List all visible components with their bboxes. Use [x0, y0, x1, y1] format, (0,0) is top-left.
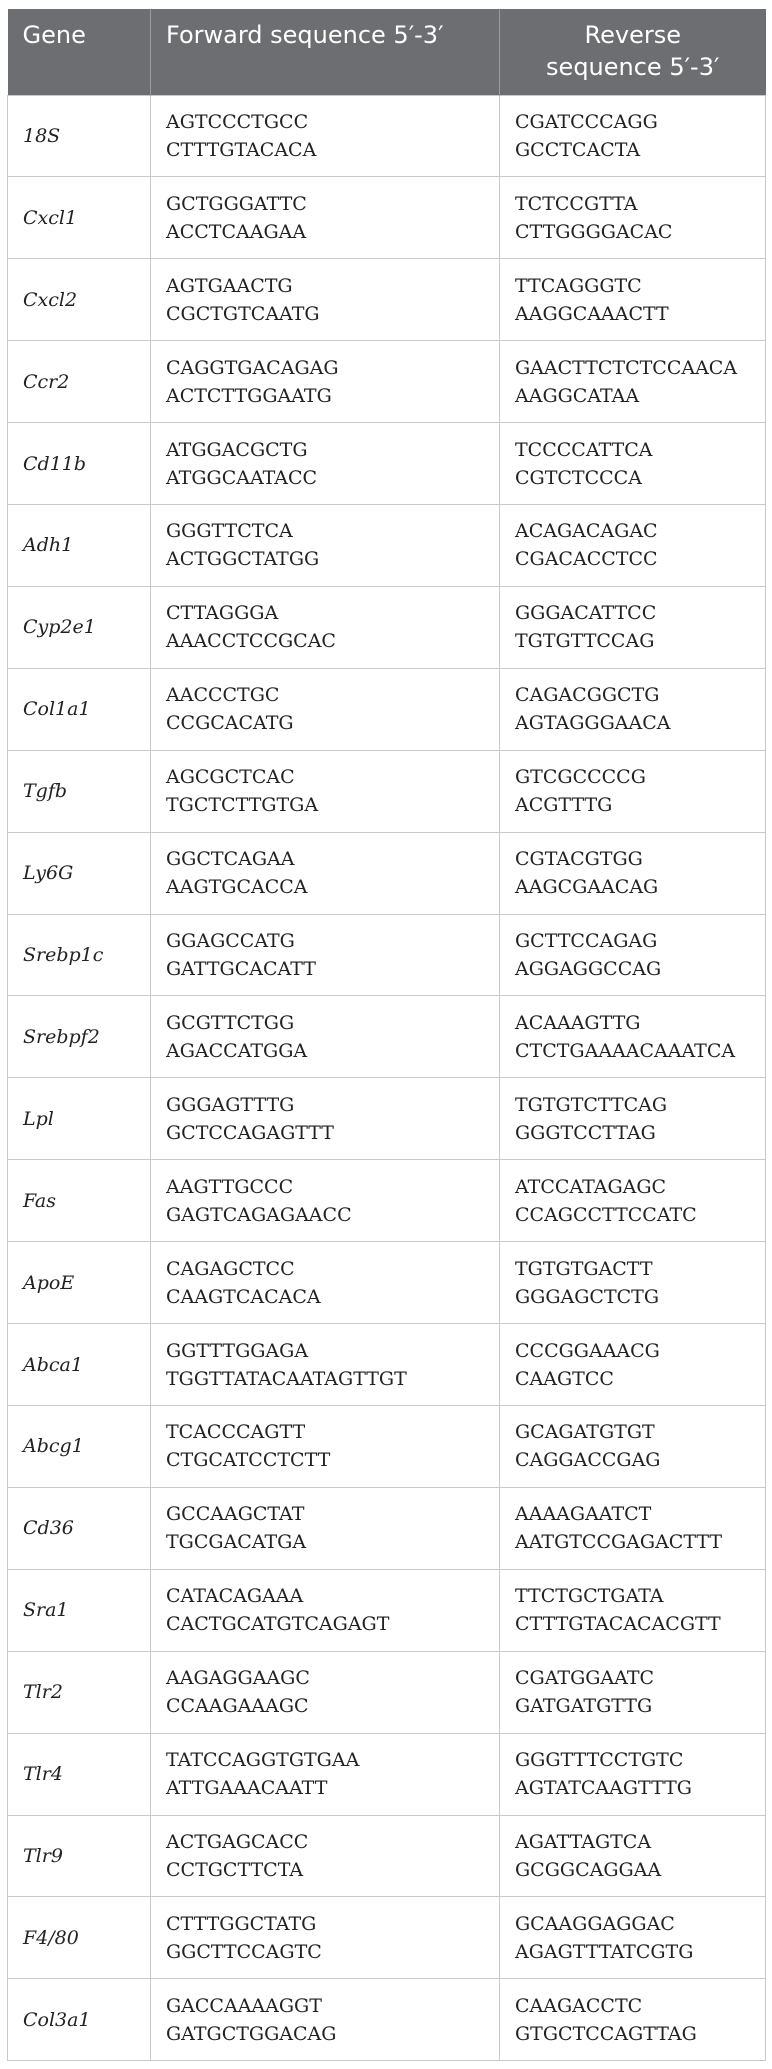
table-row — [8, 1160, 766, 1242]
table-row — [8, 914, 766, 996]
reverse-sequence-line: GGGACATTCC — [515, 602, 657, 625]
reverse-sequence-line: TGTGTCTTCAG — [515, 1093, 668, 1116]
forward-sequence-line: CCGCACATG — [166, 712, 294, 735]
forward-sequence-line: GCTGGGATTC — [166, 192, 307, 215]
reverse-sequence-line: GGGTTTCCTGTC — [515, 1749, 684, 1772]
table-row — [8, 177, 766, 259]
forward-sequence-line: AGACCATGGA — [166, 1039, 308, 1062]
forward-sequence-cell — [151, 1733, 500, 1815]
gene-cell: Cd11b — [8, 423, 151, 505]
gene-cell: F4/80 — [8, 1897, 151, 1979]
gene-cell: Col3a1 — [8, 1979, 151, 2061]
forward-sequence-line: CACTGCATGTCAGAGT — [166, 1613, 390, 1636]
forward-sequence-line: AGTCCCTGCC — [166, 110, 309, 133]
reverse-sequence-cell — [500, 750, 766, 832]
forward-sequence-cell — [151, 259, 500, 341]
forward-sequence-line: TGCTCTTGTGA — [166, 794, 319, 817]
forward-sequence-cell — [151, 95, 500, 177]
reverse-sequence-line: GGGAGCTCTG — [515, 1285, 660, 1308]
forward-sequence-line: GGCTCAGAA — [166, 848, 295, 871]
reverse-sequence-line: GAACTTCTCTCCAACA — [515, 356, 738, 379]
reverse-sequence-line: AAGGCAAACTT — [515, 302, 669, 325]
forward-sequence-cell — [151, 505, 500, 587]
table-row — [8, 1324, 766, 1406]
forward-sequence-line: CTTAGGGA — [166, 602, 279, 625]
table-row — [8, 586, 766, 668]
reverse-sequence-cell — [500, 1406, 766, 1488]
table-row — [8, 1897, 766, 1979]
reverse-sequence-line: AGGAGGCCAG — [515, 958, 662, 981]
forward-sequence-line: TGCGACATGA — [166, 1531, 307, 1554]
table-row — [8, 423, 766, 505]
reverse-sequence-cell — [500, 1815, 766, 1897]
gene-cell: Sra1 — [8, 1569, 151, 1651]
forward-sequence-cell — [151, 1569, 500, 1651]
gene-cell: 18S — [8, 95, 151, 177]
reverse-sequence-line: GTCGCCCCG — [515, 766, 646, 789]
header-reverse — [500, 9, 766, 95]
forward-sequence-line: AAGTTGCCC — [166, 1175, 294, 1198]
reverse-sequence-line: GGGTCCTTAG — [515, 1121, 656, 1144]
reverse-sequence-line: CAGACGGCTG — [515, 684, 660, 707]
forward-sequence-line: CTTTGGCTATG — [166, 1912, 317, 1935]
forward-sequence-cell — [151, 668, 500, 750]
forward-sequence-cell — [151, 1406, 500, 1488]
table-row — [8, 1733, 766, 1815]
table-row — [8, 1815, 766, 1897]
forward-sequence-line: GGGAGTTTG — [166, 1093, 295, 1116]
gene-cell: Cyp2e1 — [8, 586, 151, 668]
reverse-sequence-cell — [500, 668, 766, 750]
forward-sequence-line: GGAGCCATG — [166, 930, 295, 953]
reverse-sequence-cell — [500, 1569, 766, 1651]
forward-sequence-line: GCCAAGCTAT — [166, 1503, 305, 1526]
reverse-sequence-line: GATGATGTTG — [515, 1695, 653, 1718]
reverse-sequence-line: AGATTAGTCA — [515, 1830, 652, 1853]
reverse-sequence-line: AAGGCATAA — [515, 384, 640, 407]
reverse-sequence-line: CAAGACCTC — [515, 1994, 643, 2017]
table-row — [8, 1651, 766, 1733]
table-row — [8, 95, 766, 177]
forward-sequence-line: GACCAAAAGGT — [166, 1994, 322, 2017]
gene-cell: Srebp1c — [8, 914, 151, 996]
reverse-sequence-line: GCAGATGTGT — [515, 1421, 655, 1444]
table-row — [8, 341, 766, 423]
forward-sequence-line: AGTGAACTG — [166, 274, 293, 297]
reverse-sequence-line: CGTACGTGG — [515, 848, 643, 871]
forward-sequence-line: AGCGCTCAC — [166, 766, 295, 789]
reverse-sequence-cell — [500, 1078, 766, 1160]
forward-sequence-line: GCTCCAGAGTTT — [166, 1121, 334, 1144]
gene-cell: Lpl — [8, 1078, 151, 1160]
forward-sequence-line: CTTTGTACACA — [166, 138, 317, 161]
gene-cell: Cxcl1 — [8, 177, 151, 259]
forward-sequence-cell — [151, 1487, 500, 1569]
forward-sequence-cell — [151, 1160, 500, 1242]
table-row — [8, 259, 766, 341]
reverse-sequence-line: CTTTGTACACACGTT — [515, 1613, 721, 1636]
reverse-sequence-cell — [500, 1651, 766, 1733]
forward-sequence-line: GGCTTCCAGTC — [166, 1940, 322, 1963]
reverse-sequence-cell — [500, 341, 766, 423]
reverse-sequence-cell — [500, 95, 766, 177]
reverse-sequence-line: GCCTCACTA — [515, 138, 641, 161]
header-reverse-line1: Reverse — [584, 21, 681, 49]
forward-sequence-line: ACTGGCTATGG — [166, 548, 320, 571]
forward-sequence-cell — [151, 1078, 500, 1160]
gene-cell: ApoE — [8, 1242, 151, 1324]
reverse-sequence-line: TCCCCATTCA — [515, 438, 653, 461]
reverse-sequence-line: GTGCTCCAGTTAG — [515, 2022, 697, 2045]
reverse-sequence-line: TGTGTTCCAG — [515, 630, 655, 653]
gene-cell: Adh1 — [8, 505, 151, 587]
reverse-sequence-line: CGTCTCCCA — [515, 466, 642, 489]
reverse-sequence-cell — [500, 1324, 766, 1406]
primer-table — [7, 9, 766, 2061]
forward-sequence-cell — [151, 996, 500, 1078]
reverse-sequence-line: ACGTTTG — [515, 794, 613, 817]
table-row — [8, 1569, 766, 1651]
forward-sequence-cell — [151, 1897, 500, 1979]
reverse-sequence-cell — [500, 1487, 766, 1569]
forward-sequence-line: AACCCTGC — [166, 684, 280, 707]
reverse-sequence-line: ACAGACAGAC — [515, 520, 658, 543]
forward-sequence-line: TATCCAGGTGTGAA — [166, 1749, 360, 1772]
forward-sequence-cell — [151, 177, 500, 259]
forward-sequence-line: ACCTCAAGAA — [166, 220, 307, 243]
forward-sequence-line: GGGTTCTCA — [166, 520, 293, 543]
forward-sequence-line: CGCTGTCAATG — [166, 302, 320, 325]
forward-sequence-line: AAGTGCACCA — [166, 876, 308, 899]
reverse-sequence-line: AGTATCAAGTTTG — [515, 1777, 692, 1800]
forward-sequence-line: GATGCTGGACAG — [166, 2022, 337, 2045]
reverse-sequence-line: ACAAAGTTG — [515, 1011, 641, 1034]
reverse-sequence-line: CCCGGAAACG — [515, 1339, 660, 1362]
reverse-sequence-cell — [500, 914, 766, 996]
gene-cell: Cd36 — [8, 1487, 151, 1569]
reverse-sequence-cell — [500, 1733, 766, 1815]
reverse-sequence-line: AAGCGAACAG — [515, 876, 659, 899]
header-reverse-line2: sequence 5′-3′ — [546, 53, 720, 81]
gene-cell: Abca1 — [8, 1324, 151, 1406]
reverse-sequence-line: CTTGGGGACAC — [515, 220, 673, 243]
forward-sequence-cell — [151, 750, 500, 832]
table-row — [8, 1979, 766, 2061]
forward-sequence-line: CATACAGAAA — [166, 1585, 304, 1608]
forward-sequence-cell — [151, 423, 500, 505]
reverse-sequence-cell — [500, 1979, 766, 2061]
table-row — [8, 996, 766, 1078]
reverse-sequence-line: GCTTCCAGAG — [515, 930, 658, 953]
reverse-sequence-cell — [500, 505, 766, 587]
reverse-sequence-line: GCAAGGAGGAC — [515, 1912, 675, 1935]
gene-cell: Tlr4 — [8, 1733, 151, 1815]
forward-sequence-cell — [151, 914, 500, 996]
reverse-sequence-cell — [500, 177, 766, 259]
table-row — [8, 1242, 766, 1324]
table-row — [8, 1078, 766, 1160]
gene-cell: Tlr9 — [8, 1815, 151, 1897]
gene-cell: Ccr2 — [8, 341, 151, 423]
reverse-sequence-cell — [500, 1897, 766, 1979]
forward-sequence-cell — [151, 1815, 500, 1897]
reverse-sequence-line: TGTGTGACTT — [515, 1257, 653, 1280]
reverse-sequence-cell — [500, 259, 766, 341]
reverse-sequence-cell — [500, 1242, 766, 1324]
reverse-sequence-line: TTCAGGGTC — [515, 274, 642, 297]
forward-sequence-line: CTGCATCCTCTT — [166, 1449, 331, 1472]
gene-cell: Tlr2 — [8, 1651, 151, 1733]
forward-sequence-line: CAGGTGACAGAG — [166, 356, 339, 379]
gene-cell: Fas — [8, 1160, 151, 1242]
header-forward: Forward sequence 5′-3′ — [151, 9, 500, 95]
reverse-sequence-cell — [500, 832, 766, 914]
gene-cell: Ly6G — [8, 832, 151, 914]
table-header — [8, 9, 766, 95]
reverse-sequence-line: CGACACCTCC — [515, 548, 658, 571]
header-gene: Gene — [8, 9, 151, 95]
forward-sequence-line: ACTCTTGGAATG — [166, 384, 332, 407]
reverse-sequence-cell — [500, 423, 766, 505]
table-row — [8, 1406, 766, 1488]
forward-sequence-cell — [151, 1242, 500, 1324]
forward-sequence-line: ACTGAGCACC — [166, 1830, 309, 1853]
forward-sequence-line: ATGGCAATACC — [166, 466, 318, 489]
forward-sequence-cell — [151, 832, 500, 914]
reverse-sequence-cell — [500, 586, 766, 668]
reverse-sequence-line: CAGGACCGAG — [515, 1449, 661, 1472]
forward-sequence-cell — [151, 341, 500, 423]
forward-sequence-line: CAAGTCACACA — [166, 1285, 321, 1308]
reverse-sequence-line: AGTAGGGAACA — [515, 712, 671, 735]
reverse-sequence-line: AATGTCCGAGACTTT — [515, 1531, 723, 1554]
forward-sequence-line: CAGAGCTCC — [166, 1257, 295, 1280]
forward-sequence-line: TCACCCAGTT — [166, 1421, 306, 1444]
reverse-sequence-line: TCTCCGTTA — [515, 192, 638, 215]
reverse-sequence-line: ATCCATAGAGC — [515, 1175, 667, 1198]
reverse-sequence-line: AGAGTTTATCGTG — [515, 1940, 694, 1963]
gene-cell: Srebpf2 — [8, 996, 151, 1078]
reverse-sequence-line: TTCTGCTGATA — [515, 1585, 664, 1608]
forward-sequence-cell — [151, 1651, 500, 1733]
forward-sequence-line: ATTGAAACAATT — [166, 1777, 328, 1800]
forward-sequence-cell — [151, 1979, 500, 2061]
forward-sequence-line: GATTGCACATT — [166, 958, 316, 981]
table-row — [8, 668, 766, 750]
reverse-sequence-line: AAAAGAATCT — [515, 1503, 652, 1526]
forward-sequence-line: CCTGCTTCTA — [166, 1858, 304, 1881]
reverse-sequence-line: CAAGTCC — [515, 1367, 614, 1390]
reverse-sequence-line: CTCTGAAAACAAATCA — [515, 1039, 736, 1062]
forward-sequence-line: ATGGACGCTG — [166, 438, 308, 461]
table-row — [8, 505, 766, 587]
header-row — [8, 9, 766, 95]
gene-cell: Col1a1 — [8, 668, 151, 750]
reverse-sequence-line: CGATCCCAGG — [515, 110, 658, 133]
forward-sequence-line: CCAAGAAAGC — [166, 1695, 309, 1718]
table-body — [8, 95, 766, 2061]
gene-cell: Tgfb — [8, 750, 151, 832]
forward-sequence-line: GAGTCAGAGAACC — [166, 1203, 352, 1226]
table-row — [8, 832, 766, 914]
reverse-sequence-line: CCAGCCTTCCATC — [515, 1203, 697, 1226]
forward-sequence-line: AAACCTCCGCAC — [166, 630, 336, 653]
reverse-sequence-cell — [500, 1160, 766, 1242]
table-row — [8, 1487, 766, 1569]
table-row — [8, 750, 766, 832]
reverse-sequence-cell — [500, 996, 766, 1078]
gene-cell: Abcg1 — [8, 1406, 151, 1488]
forward-sequence-cell — [151, 1324, 500, 1406]
forward-sequence-line: GCGTTCTGG — [166, 1011, 295, 1034]
forward-sequence-cell — [151, 586, 500, 668]
forward-sequence-line: AAGAGGAAGC — [166, 1667, 310, 1690]
forward-sequence-line: GGTTTGGAGA — [166, 1339, 309, 1362]
forward-sequence-line: TGGTTATACAATAGTTGT — [166, 1367, 407, 1390]
gene-cell: Cxcl2 — [8, 259, 151, 341]
reverse-sequence-line: GCGGCAGGAA — [515, 1858, 662, 1881]
reverse-sequence-line: CGATGGAATC — [515, 1667, 655, 1690]
